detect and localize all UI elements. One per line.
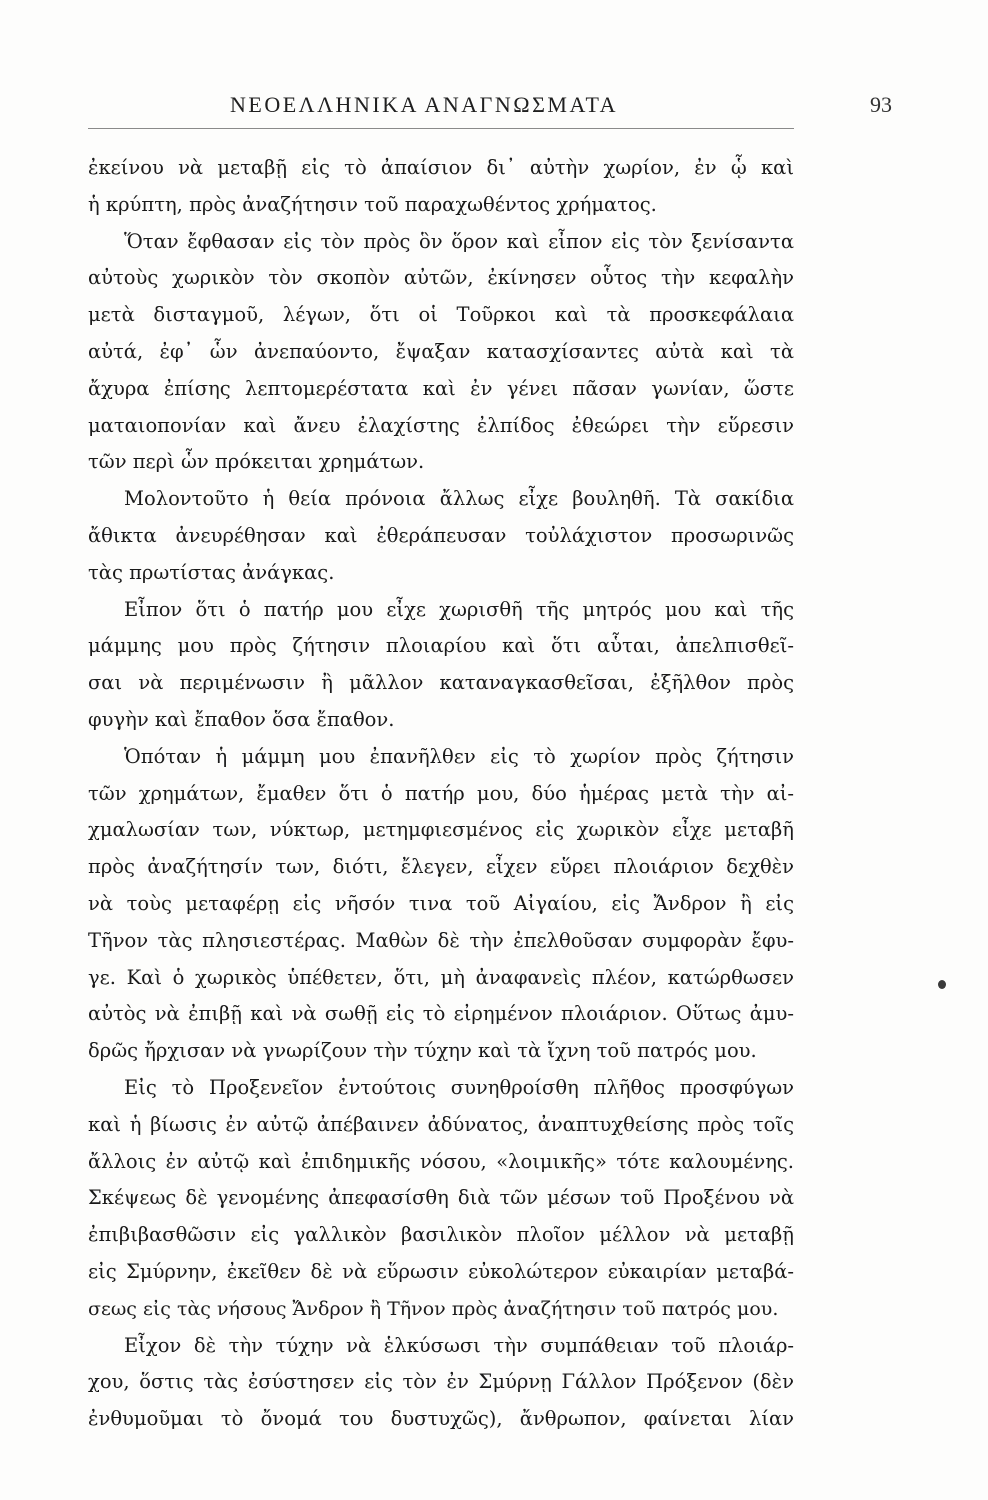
text-line: χου, ὅστις τὰς ἐσύστησεν εἰς τὸν ἐν Σμύρνῃ Γάλλον Πρόξενον (δὲν: [88, 1370, 794, 1394]
page-number: 93: [870, 92, 892, 117]
text-line: καὶ ἡ βίωσις ἐν αὐτῷ ἀπέβαινεν ἀδύνατος, ἀναπτυχθείσης πρὸς τοῖς: [88, 1112, 794, 1136]
text-line: Ὅταν ἔφθασαν εἰς τὸν πρὸς ὃν ὅρον καὶ εἶπον εἰς τὸν ξενίσαντα: [124, 229, 794, 253]
text-line: ἄχυρα ἐπίσης λεπτομερέστατα καὶ ἐν γένει πᾶσαν γωνίαν, ὥστε: [88, 376, 794, 400]
text-line: μάμμης μου πρὸς ζήτησιν πλοιαρίου καὶ ὅτι αὗται, ἀπελπισθεῖ-: [88, 634, 794, 658]
text-line: ἐπιβιβασθῶσιν εἰς γαλλικὸν βασιλικὸν πλοῖον μέλλον νὰ μεταβῇ: [88, 1223, 794, 1247]
text-line: σεως εἰς τὰς νήσους Ἄνδρον ἢ Τῆνον πρὸς ἀναζήτησιν τοῦ πατρός μου.: [88, 1297, 779, 1320]
text-line: αὐτὸς νὰ ἐπιβῇ καὶ νὰ σωθῇ εἰς τὸ εἰρημένον πλοιάριον. Οὕτως ἀμυ-: [88, 1002, 794, 1026]
text-line: Εἶχον δὲ τὴν τύχην νὰ ἑλκύσωσι τὴν συμπάθειαν τοῦ πλοιάρ-: [124, 1333, 794, 1357]
text-line: Εἰς τὸ Προξενεῖον ἐντούτοις συνηθροίσθη πλῆθος προσφύγων: [124, 1075, 794, 1099]
text-line: νὰ τοὺς μεταφέρῃ εἰς νῆσόν τινα τοῦ Αἰγαίου, εἰς Ἄνδρον ἢ εἰς: [88, 891, 794, 915]
text-line: χμαλωσίαν των, νύκτωρ, μετημφιεσμένος εἰς χωρικὸν εἶχε μεταβῆ: [88, 818, 794, 842]
text-line: δρῶς ἤρχισαν νὰ γνωρίζουν τὴν τύχην καὶ τὰ ἴχνη τοῦ πατρός μου.: [88, 1039, 757, 1063]
text-line: Τῆνον τὰς πλησιεστέρας. Μαθὼν δὲ τὴν ἐπελθοῦσαν συμφορὰν ἔφυ-: [88, 928, 794, 952]
text-line: αὐτά, ἐφ᾽ ὧν ἀνεπαύοντο, ἔψαξαν κατασχίσαντες αὐτὰ καὶ τὰ: [88, 339, 794, 363]
text-line: αὐτοὺς χωρικὸν τὸν σκοπὸν αὐτῶν, ἐκίνησεν οὗτος τὴν κεφαλὴν: [88, 266, 794, 290]
text-line: φυγὴν καὶ ἔπαθον ὅσα ἔπαθον.: [88, 707, 395, 731]
text-line: Εἶπον ὅτι ὁ πατήρ μου εἶχε χωρισθῆ τῆς μητρός μου καὶ τῆς: [124, 597, 794, 621]
text-line: τὰς πρωτίστας ἀνάγκας.: [88, 560, 335, 584]
text-line: σαι νὰ περιμένωσιν ἢ μᾶλλον καταναγκασθεῖσαι, ἐξῆλθον πρὸς: [88, 671, 794, 695]
text-line: ἡ κρύπτη, πρὸς ἀναζήτησιν τοῦ παραχωθέντος χρήματος.: [88, 192, 657, 216]
text-line: πρὸς ἀναζήτησίν των, διότι, ἔλεγεν, εἶχεν εὕρει πλοιάριον δεχθὲν: [88, 855, 794, 879]
text-line: ματαιοπονίαν καὶ ἄνευ ἐλαχίστης ἐλπίδος ἐθεώρει τὴν εὕρεσιν: [88, 413, 794, 437]
text-line: εἰς Σμύρνην, ἐκεῖθεν δὲ νὰ εὕρωσιν εὐκολώτερον εὐκαιρίαν μεταβά-: [88, 1259, 794, 1283]
text-line: γε. Καὶ ὁ χωρικὸς ὑπέθετεν, ὅτι, μὴ ἀναφανεὶς πλέον, κατώρθωσεν: [88, 965, 794, 989]
text-line: Μολοντοῦτο ἡ θεία πρόνοια ἄλλως εἶχε βουληθῆ. Τὰ σακίδια: [124, 487, 794, 511]
text-line: τῶν περὶ ὧν πρόκειται χρημάτων.: [88, 450, 425, 474]
text-line: τῶν χρημάτων, ἔμαθεν ὅτι ὁ πατήρ μου, δύο ἡμέρας μετὰ τὴν αἰ-: [88, 781, 794, 805]
text-line: μετὰ δισταγμοῦ, λέγων, ὅτι οἱ Τοῦρκοι καὶ τὰ προσκεφάλαια: [88, 303, 794, 327]
text-line: ἐνθυμοῦμαι τὸ ὄνομά του δυστυχῶς), ἄνθρωπον, φαίνεται λίαν: [88, 1407, 794, 1431]
header-rule: [88, 128, 794, 129]
page-header: [90, 92, 892, 126]
body-text: [88, 150, 794, 1438]
text-line: ἐκείνου νὰ μεταβῇ εἰς τὸ ἀπαίσιον δι᾽ αὐτὴν χωρίον, ἐν ᾧ καὶ: [88, 156, 794, 179]
text-line: Ὁπόταν ἡ μάμμη μου ἐπανῆλθεν εἰς τὸ χωρίον πρὸς ζήτησιν: [124, 744, 794, 768]
running-title: ΝΕΟΕΛΛΗΝΙΚΑ ΑΝΑΓΝΩΣΜΑΤΑ: [230, 92, 619, 117]
text-line: Σκέψεως δὲ γενομένης ἀπεφασίσθη διὰ τῶν μέσων τοῦ Προξένου νὰ: [88, 1186, 794, 1210]
text-line: ἄλλοις ἐν αὐτῷ καὶ ἐπιδημικῆς νόσου, «λοιμικῆς» τότε καλουμένης.: [88, 1149, 794, 1173]
text-line: ἄθικτα ἀνευρέθησαν καὶ ἐθεράπευσαν τοὐλάχιστον προσωρινῶς: [88, 523, 794, 547]
ink-speck: [938, 980, 946, 989]
